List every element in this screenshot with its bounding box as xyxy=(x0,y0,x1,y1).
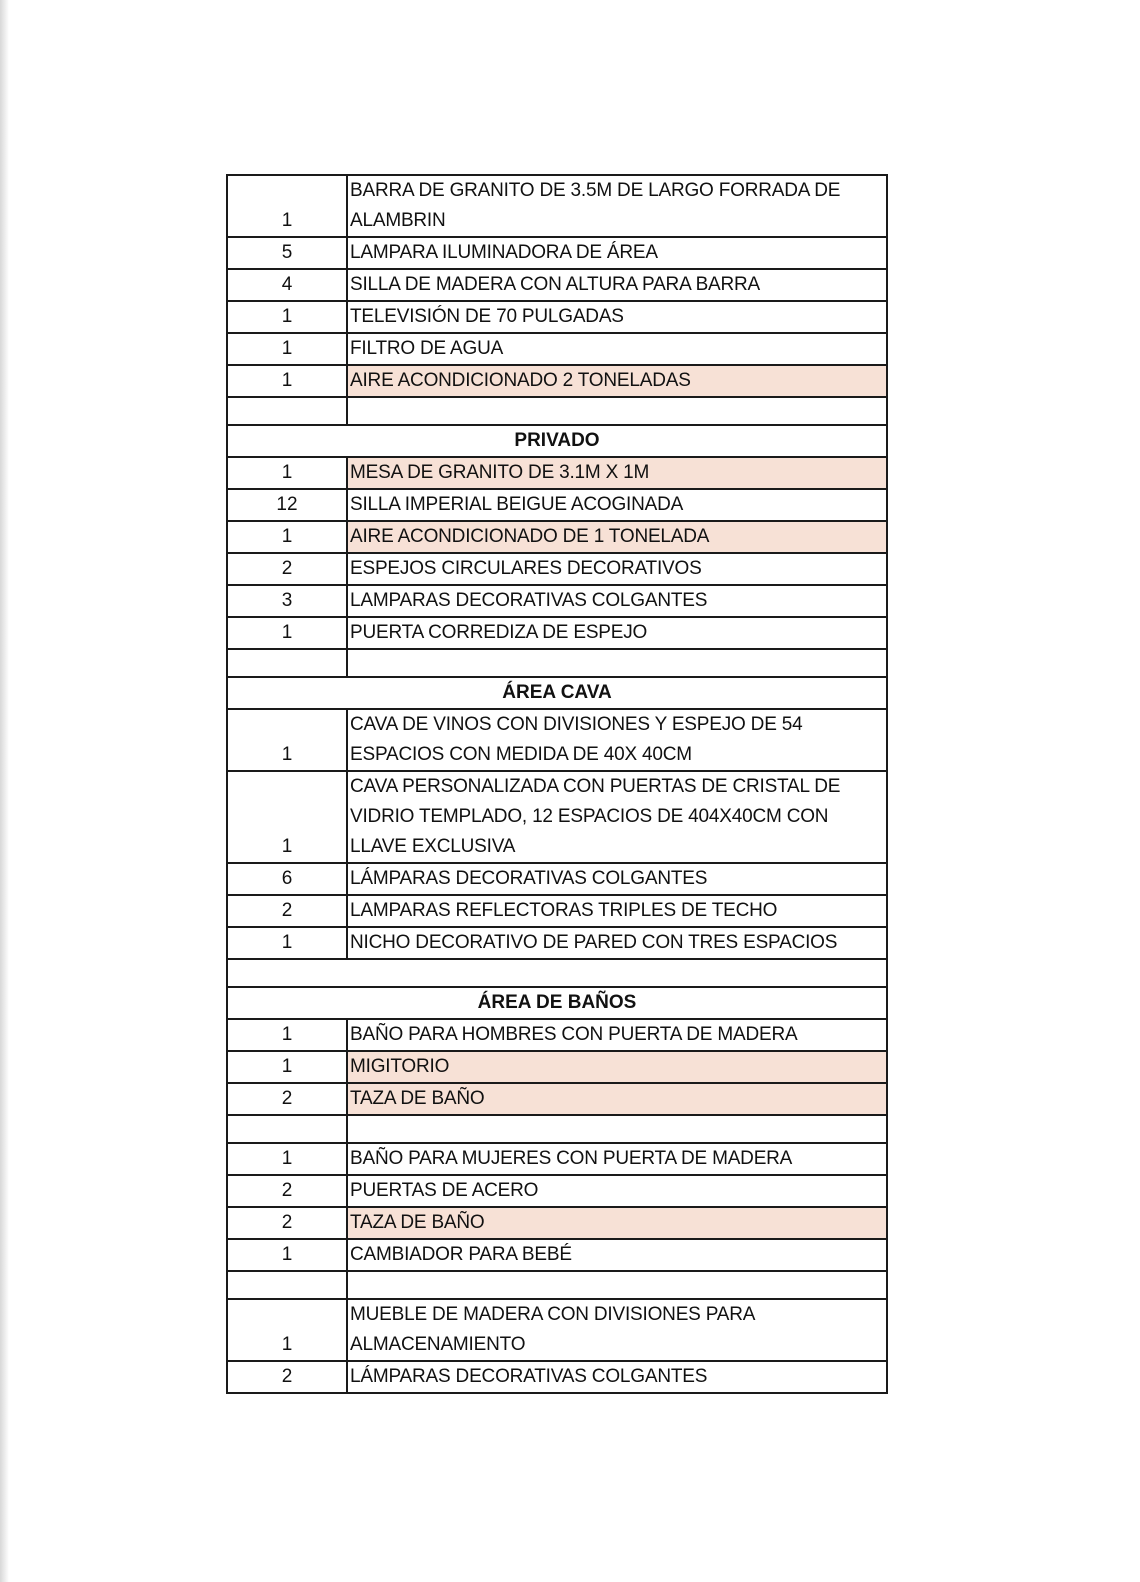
item-row xyxy=(227,237,887,269)
empty-qty-cell xyxy=(227,397,347,425)
item-row xyxy=(227,709,887,771)
empty-row xyxy=(227,649,887,677)
quantity-cell: 2 xyxy=(227,1083,347,1115)
item-row xyxy=(227,457,887,489)
description-cell-highlighted: MIGITORIO xyxy=(347,1051,887,1083)
description-cell: LÁMPARAS DECORATIVAS COLGANTES xyxy=(347,863,887,895)
description-cell: BAÑO PARA MUJERES CON PUERTA DE MADERA xyxy=(347,1143,887,1175)
quantity-cell: 1 xyxy=(227,927,347,959)
quantity-cell: 1 xyxy=(227,709,347,771)
section-header-row xyxy=(227,677,887,709)
empty-qty-cell xyxy=(227,1271,347,1299)
description-cell: TELEVISIÓN DE 70 PULGADAS xyxy=(347,301,887,333)
item-row xyxy=(227,301,887,333)
quantity-cell: 1 xyxy=(227,521,347,553)
empty-row xyxy=(227,1115,887,1143)
item-row xyxy=(227,1143,887,1175)
quantity-cell: 1 xyxy=(227,175,347,237)
description-cell-highlighted: AIRE ACONDICIONADO DE 1 TONELADA xyxy=(347,521,887,553)
description-cell: SILLA IMPERIAL BEIGUE ACOGINADA xyxy=(347,489,887,521)
description-cell: LÁMPARAS DECORATIVAS COLGANTES xyxy=(347,1361,887,1393)
inventory-table xyxy=(226,174,888,1394)
description-cell: CAVA DE VINOS CON DIVISIONES Y ESPEJO DE 54 ESPACIOS CON MEDIDA DE 40X 40CM xyxy=(347,709,887,771)
inventory-table-body xyxy=(227,175,887,1393)
empty-qty-cell xyxy=(227,1115,347,1143)
item-row xyxy=(227,585,887,617)
item-row xyxy=(227,521,887,553)
empty-desc-cell xyxy=(347,397,887,425)
quantity-cell: 1 xyxy=(227,1019,347,1051)
item-row xyxy=(227,553,887,585)
quantity-cell: 4 xyxy=(227,269,347,301)
quantity-cell: 1 xyxy=(227,1239,347,1271)
quantity-cell: 5 xyxy=(227,237,347,269)
quantity-cell: 1 xyxy=(227,365,347,397)
empty-cell xyxy=(227,959,887,987)
description-cell-highlighted: TAZA DE BAÑO xyxy=(347,1083,887,1115)
quantity-cell: 2 xyxy=(227,553,347,585)
item-row xyxy=(227,617,887,649)
quantity-cell: 1 xyxy=(227,617,347,649)
description-cell: PUERTAS DE ACERO xyxy=(347,1175,887,1207)
empty-desc-cell xyxy=(347,649,887,677)
item-row xyxy=(227,863,887,895)
quantity-cell: 1 xyxy=(227,1299,347,1361)
description-cell-highlighted: TAZA DE BAÑO xyxy=(347,1207,887,1239)
description-cell: CAMBIADOR PARA BEBÉ xyxy=(347,1239,887,1271)
quantity-cell: 1 xyxy=(227,1051,347,1083)
item-row xyxy=(227,333,887,365)
quantity-cell: 2 xyxy=(227,1175,347,1207)
item-row xyxy=(227,1299,887,1361)
description-cell-highlighted: MESA DE GRANITO DE 3.1M X 1M xyxy=(347,457,887,489)
section-header-row xyxy=(227,987,887,1019)
quantity-cell: 3 xyxy=(227,585,347,617)
item-row xyxy=(227,1239,887,1271)
quantity-cell: 1 xyxy=(227,457,347,489)
description-cell: NICHO DECORATIVO DE PARED CON TRES ESPACIOS xyxy=(347,927,887,959)
quantity-cell: 2 xyxy=(227,1361,347,1393)
empty-row xyxy=(227,1271,887,1299)
quantity-cell: 1 xyxy=(227,1143,347,1175)
item-row xyxy=(227,927,887,959)
item-row xyxy=(227,1051,887,1083)
description-cell: LAMPARAS REFLECTORAS TRIPLES DE TECHO xyxy=(347,895,887,927)
item-row xyxy=(227,1361,887,1393)
quantity-cell: 1 xyxy=(227,771,347,863)
description-cell: FILTRO DE AGUA xyxy=(347,333,887,365)
section-header-row xyxy=(227,425,887,457)
empty-desc-cell xyxy=(347,1115,887,1143)
description-cell: LAMPARA ILUMINADORA DE ÁREA xyxy=(347,237,887,269)
quantity-cell: 1 xyxy=(227,333,347,365)
quantity-cell: 6 xyxy=(227,863,347,895)
item-row xyxy=(227,895,887,927)
item-row xyxy=(227,1019,887,1051)
item-row xyxy=(227,365,887,397)
item-row xyxy=(227,1175,887,1207)
description-cell: SILLA DE MADERA CON ALTURA PARA BARRA xyxy=(347,269,887,301)
page-edge-shadow xyxy=(0,0,9,1582)
description-cell: BAÑO PARA HOMBRES CON PUERTA DE MADERA xyxy=(347,1019,887,1051)
description-cell: CAVA PERSONALIZADA CON PUERTAS DE CRISTAL DE VIDRIO TEMPLADO, 12 ESPACIOS DE 404X40CM CON LLAVE EXCLUSIVA xyxy=(347,771,887,863)
item-row xyxy=(227,269,887,301)
quantity-cell: 2 xyxy=(227,895,347,927)
description-cell: LAMPARAS DECORATIVAS COLGANTES xyxy=(347,585,887,617)
empty-row xyxy=(227,397,887,425)
description-cell: ESPEJOS CIRCULARES DECORATIVOS xyxy=(347,553,887,585)
item-row xyxy=(227,489,887,521)
description-cell-highlighted: AIRE ACONDICIONADO 2 TONELADAS xyxy=(347,365,887,397)
section-title: ÁREA CAVA xyxy=(227,677,887,709)
description-cell: PUERTA CORREDIZA DE ESPEJO xyxy=(347,617,887,649)
item-row xyxy=(227,771,887,863)
quantity-cell: 2 xyxy=(227,1207,347,1239)
empty-qty-cell xyxy=(227,649,347,677)
item-row xyxy=(227,1083,887,1115)
empty-row xyxy=(227,959,887,987)
quantity-cell: 12 xyxy=(227,489,347,521)
section-title: PRIVADO xyxy=(227,425,887,457)
quantity-cell: 1 xyxy=(227,301,347,333)
description-cell: MUEBLE DE MADERA CON DIVISIONES PARA ALMACENAMIENTO xyxy=(347,1299,887,1361)
description-cell: BARRA DE GRANITO DE 3.5M DE LARGO FORRADA DE ALAMBRIN xyxy=(347,175,887,237)
item-row xyxy=(227,175,887,237)
section-title: ÁREA DE BAÑOS xyxy=(227,987,887,1019)
empty-desc-cell xyxy=(347,1271,887,1299)
item-row xyxy=(227,1207,887,1239)
